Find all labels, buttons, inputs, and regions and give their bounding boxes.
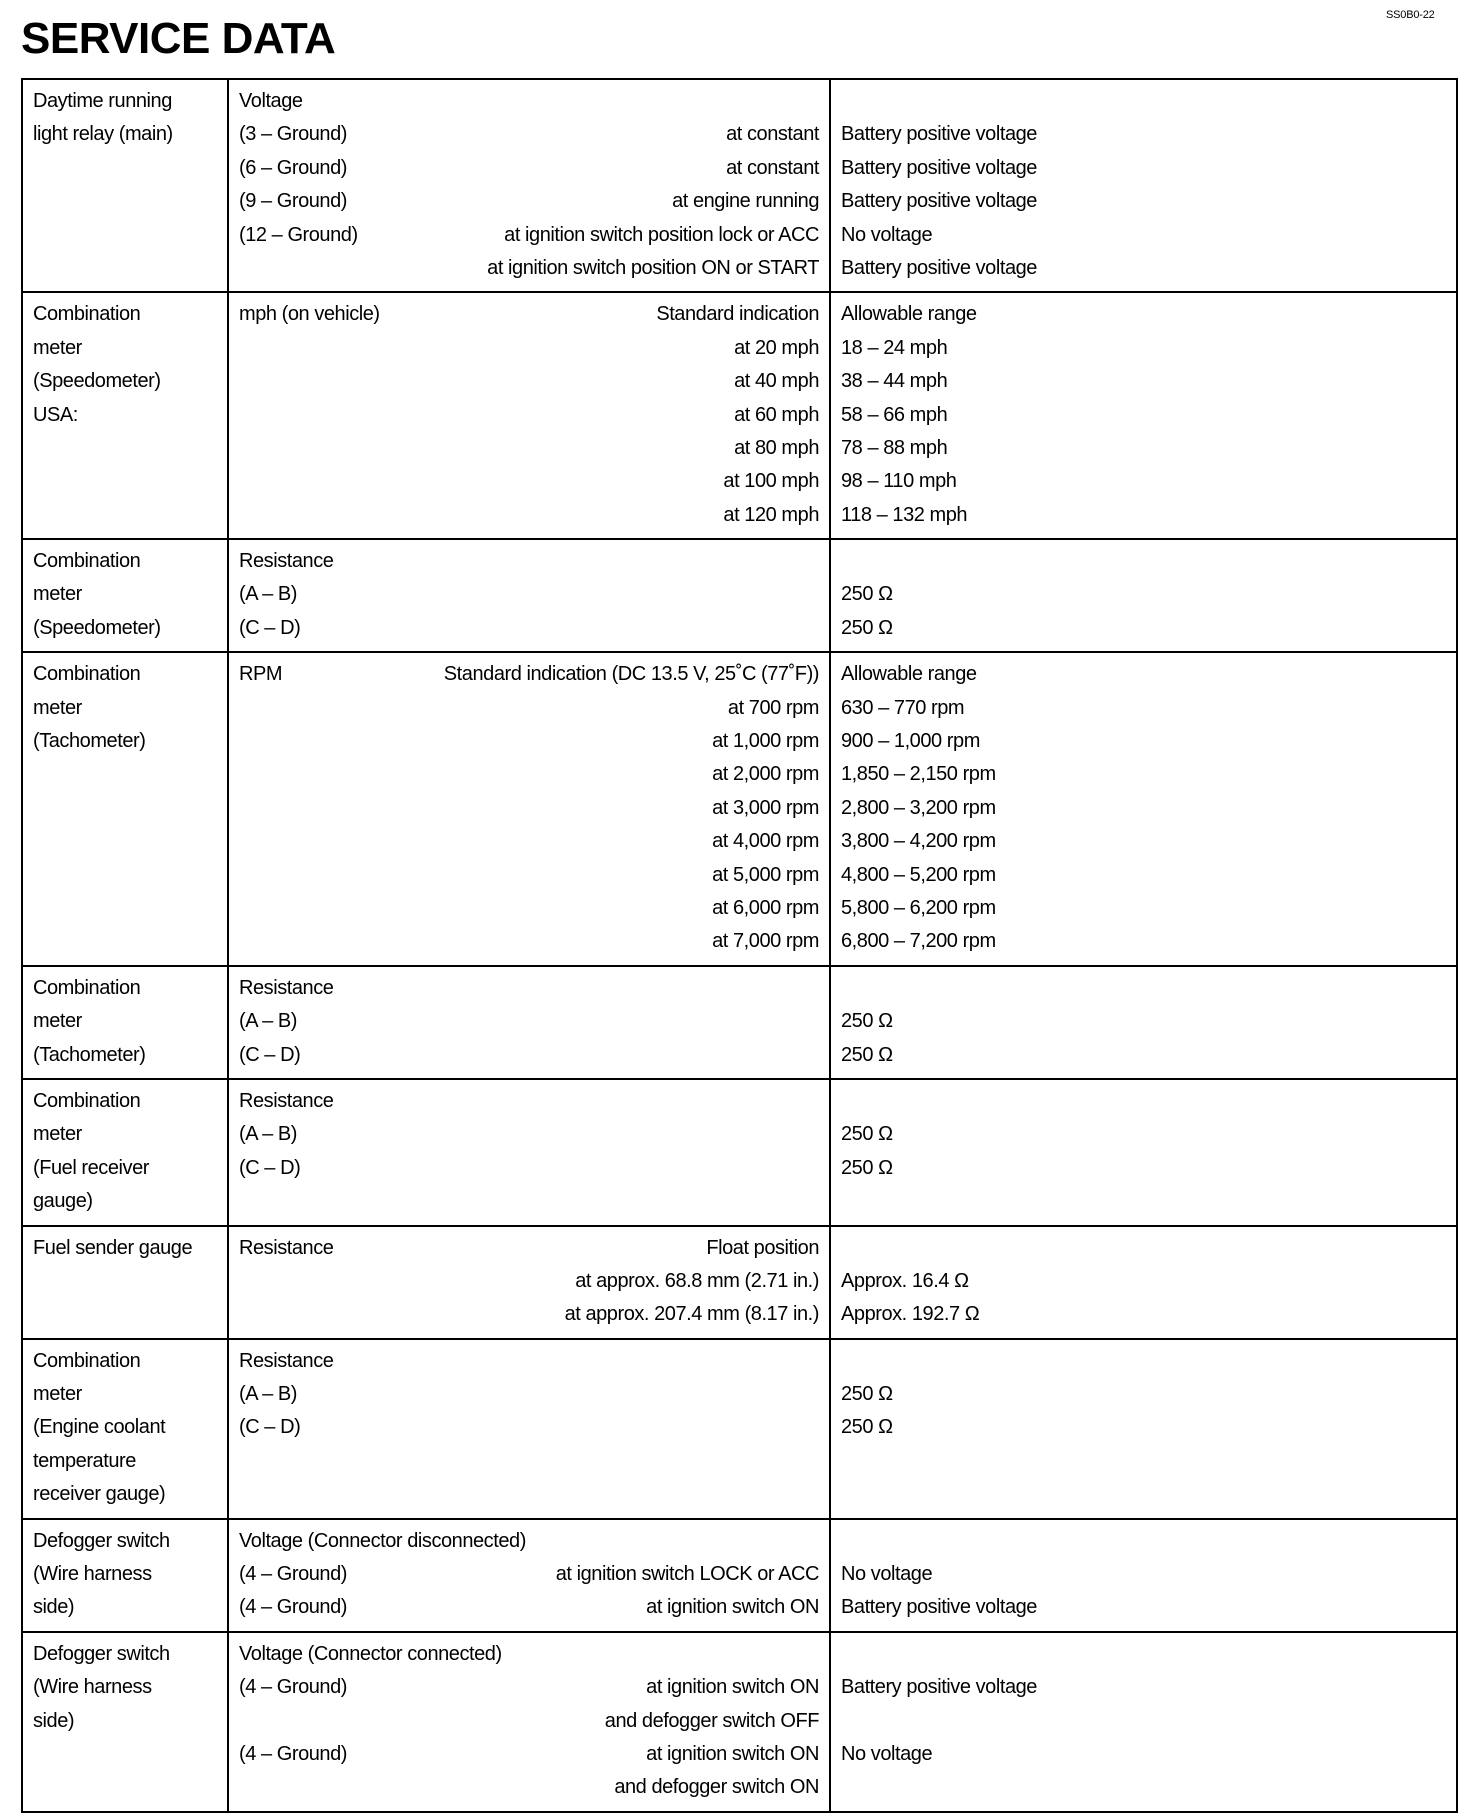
condition-line [239, 1005, 819, 1038]
condition-label: at approx. 207.4 mm (8.17 in.) [564, 1303, 819, 1326]
item-line: gauge) [33, 1190, 93, 1213]
condition-label: Standard indication [656, 303, 819, 326]
condition-label: at 6,000 rpm [712, 896, 819, 919]
condition-label: at ignition switch ON [646, 1742, 819, 1765]
specification-value [841, 1345, 1446, 1378]
specification-value: Battery positive voltage [841, 156, 1037, 179]
item-line: Daytime running [33, 90, 172, 112]
condition-line [239, 892, 819, 925]
item-line: USA: [33, 403, 78, 426]
item-cell [22, 966, 228, 1079]
condition-line [239, 578, 819, 611]
specification-value: 3,800 – 4,200 rpm [841, 830, 996, 853]
specification-value: 1,850 – 2,150 rpm [841, 763, 996, 786]
item-line: meter [33, 1010, 82, 1033]
specification-cell [830, 79, 1457, 292]
item-line: meter [33, 1383, 82, 1406]
item-line: (Tachometer) [33, 1043, 146, 1066]
condition-line [239, 1525, 819, 1558]
condition-label: at 2,000 rpm [712, 763, 819, 786]
page-title: SERVICE DATA [21, 14, 336, 63]
condition-line [239, 925, 819, 958]
item-line: (Speedometer) [33, 616, 161, 639]
item-line: Fuel sender gauge [33, 1236, 193, 1259]
item-line: meter [33, 1123, 82, 1146]
condition-line [239, 465, 819, 498]
specification-value: 38 – 44 mph [841, 370, 948, 393]
terminal-label: mph (on vehicle) [239, 303, 380, 326]
specification-value: 900 – 1,000 rpm [841, 730, 980, 753]
item-cell [22, 1632, 228, 1812]
terminal-label: Resistance [239, 550, 334, 573]
terminal-label: (4 – Ground) [239, 1742, 347, 1765]
condition-line [239, 1738, 819, 1771]
condition-line [239, 1298, 819, 1331]
condition-label: at ignition switch ON [646, 1676, 819, 1699]
item-line: meter [33, 336, 82, 359]
condition-cell [228, 292, 830, 539]
specification-value [841, 1085, 1446, 1118]
condition-label: at 4,000 rpm [712, 830, 819, 853]
item-line: Combination [33, 1349, 141, 1372]
condition-cell [228, 1632, 830, 1812]
condition-line [239, 1771, 819, 1804]
terminal-label: (C – D) [239, 1156, 301, 1179]
condition-label: at 700 rpm [727, 696, 819, 719]
item-line: Defogger switch [33, 1529, 170, 1552]
terminal-label: Resistance [239, 1349, 334, 1372]
table-row [22, 1632, 1457, 1812]
condition-cell [228, 79, 830, 292]
terminal-label: (12 – Ground) [239, 223, 358, 246]
specification-value [841, 1771, 1446, 1804]
specification-value [841, 545, 1446, 578]
item-line: side) [33, 1596, 75, 1619]
item-line: meter [33, 696, 82, 719]
item-cell [22, 652, 228, 966]
condition-label: and defogger switch ON [614, 1776, 819, 1799]
table-row [22, 1519, 1457, 1632]
specification-value: 58 – 66 mph [841, 403, 948, 426]
specification-value: 118 – 132 mph [841, 503, 968, 526]
terminal-label: (4 – Ground) [239, 1676, 347, 1699]
condition-line [239, 972, 819, 1005]
table-row [22, 652, 1457, 966]
terminal-label: Resistance [239, 1236, 334, 1259]
specification-cell [830, 1339, 1457, 1519]
condition-line [239, 185, 819, 218]
item-cell [22, 1519, 228, 1632]
condition-line [239, 1411, 819, 1444]
specification-value: Battery positive voltage [841, 1676, 1037, 1699]
item-cell [22, 79, 228, 292]
condition-line [239, 118, 819, 151]
condition-line [239, 725, 819, 758]
condition-label: at 60 mph [734, 403, 819, 426]
table-row [22, 79, 1457, 292]
condition-label: at ignition switch LOCK or ACC [555, 1563, 819, 1586]
table-row [22, 292, 1457, 539]
item-line: Defogger switch [33, 1642, 170, 1665]
condition-line [239, 252, 819, 285]
item-line: receiver gauge) [33, 1483, 166, 1506]
condition-label: Float position [706, 1236, 819, 1259]
condition-label: at 120 mph [723, 503, 819, 526]
item-line: Combination [33, 303, 141, 326]
item-cell [22, 1226, 228, 1339]
condition-line [239, 1705, 819, 1738]
condition-line [239, 792, 819, 825]
condition-label: at 1,000 rpm [712, 730, 819, 753]
specification-value: Approx. 16.4 Ω [841, 1269, 969, 1292]
condition-cell [228, 1519, 830, 1632]
condition-line [239, 1039, 819, 1072]
condition-line [239, 658, 819, 691]
specification-value: 250 Ω [841, 1156, 893, 1179]
specification-value: 250 Ω [841, 583, 893, 606]
condition-label: at 80 mph [734, 436, 819, 459]
terminal-label: (A – B) [239, 1383, 297, 1406]
condition-line [239, 365, 819, 398]
specification-value: No voltage [841, 223, 933, 246]
condition-label: at 40 mph [734, 370, 819, 393]
specification-value [841, 1525, 1446, 1558]
condition-line [239, 399, 819, 432]
condition-label: at engine running [672, 190, 819, 213]
condition-label: at 20 mph [734, 336, 819, 359]
specification-value: Battery positive voltage [841, 1596, 1037, 1619]
condition-cell [228, 966, 830, 1079]
item-line: (Wire harness [33, 1676, 152, 1699]
condition-line [239, 1345, 819, 1378]
specification-value: 250 Ω [841, 1010, 893, 1033]
specification-value: 250 Ω [841, 616, 893, 639]
table-row [22, 1339, 1457, 1519]
condition-line [239, 152, 819, 185]
condition-label: at ignition switch position lock or ACC [504, 223, 819, 246]
specification-value: 5,800 – 6,200 rpm [841, 896, 996, 919]
condition-line [239, 612, 819, 645]
condition-line [239, 219, 819, 252]
specification-value: Battery positive voltage [841, 123, 1037, 146]
condition-line [239, 1265, 819, 1298]
item-line: (Tachometer) [33, 730, 146, 753]
specification-cell [830, 1519, 1457, 1632]
specification-value [841, 85, 1446, 118]
condition-label: at approx. 68.8 mm (2.71 in.) [575, 1269, 819, 1292]
condition-line [239, 1085, 819, 1118]
condition-cell [228, 652, 830, 966]
item-line: (Fuel receiver [33, 1156, 149, 1179]
condition-line [239, 1638, 819, 1671]
item-line: Combination [33, 1089, 141, 1112]
specification-value [841, 972, 1446, 1005]
condition-line [239, 1378, 819, 1411]
specification-cell [830, 292, 1457, 539]
condition-label: at 7,000 rpm [712, 930, 819, 953]
specification-cell [830, 1632, 1457, 1812]
condition-line [239, 545, 819, 578]
specification-value: 250 Ω [841, 1043, 893, 1066]
item-line: side) [33, 1709, 75, 1732]
item-cell [22, 1339, 228, 1519]
specification-value: 2,800 – 3,200 rpm [841, 796, 996, 819]
specification-value: 6,800 – 7,200 rpm [841, 930, 996, 953]
table-row [22, 1079, 1457, 1226]
condition-line [239, 332, 819, 365]
specification-value: Allowable range [841, 663, 977, 686]
item-cell [22, 292, 228, 539]
condition-line [239, 825, 819, 858]
condition-label: and defogger switch OFF [604, 1709, 819, 1732]
specification-value: 4,800 – 5,200 rpm [841, 863, 996, 886]
item-line: light relay (main) [33, 123, 173, 146]
terminal-label: (9 – Ground) [239, 190, 347, 213]
condition-label: at ignition switch ON [646, 1596, 819, 1619]
terminal-label: (C – D) [239, 1416, 301, 1439]
condition-line [239, 859, 819, 892]
condition-label: at 5,000 rpm [712, 863, 819, 886]
condition-line [239, 1152, 819, 1185]
condition-label: Standard indication (DC 13.5 V, 25˚C (77˚F)) [443, 663, 819, 686]
condition-cell [228, 1339, 830, 1519]
specification-value [841, 1638, 1446, 1671]
condition-line [239, 1558, 819, 1591]
item-cell [22, 1079, 228, 1226]
item-line: meter [33, 583, 82, 606]
specification-value: Approx. 192.7 Ω [841, 1303, 980, 1326]
terminal-label: (A – B) [239, 1123, 297, 1146]
condition-line [239, 692, 819, 725]
condition-line [239, 1232, 819, 1265]
specification-value: 630 – 770 rpm [841, 696, 965, 719]
condition-line [239, 1591, 819, 1624]
specification-cell [830, 539, 1457, 652]
specification-cell [830, 1226, 1457, 1339]
condition-cell [228, 1079, 830, 1226]
table-row [22, 966, 1457, 1079]
condition-cell [228, 539, 830, 652]
specification-value: 18 – 24 mph [841, 336, 948, 359]
specification-value: No voltage [841, 1563, 933, 1586]
terminal-label: Voltage (Connector disconnected) [239, 1529, 526, 1552]
specification-cell [830, 966, 1457, 1079]
condition-line [239, 432, 819, 465]
condition-label: at 3,000 rpm [712, 796, 819, 819]
table-row [22, 1226, 1457, 1339]
specification-value: 250 Ω [841, 1123, 893, 1146]
condition-cell [228, 1226, 830, 1339]
terminal-label: (3 – Ground) [239, 123, 347, 146]
item-line: Combination [33, 550, 141, 573]
condition-label: at constant [726, 156, 819, 179]
terminal-label: (C – D) [239, 1043, 301, 1066]
condition-label: at ignition switch position ON or START [487, 256, 819, 279]
item-line: Combination [33, 976, 141, 999]
terminal-label: Resistance [239, 1089, 334, 1112]
item-cell [22, 539, 228, 652]
specification-value: Battery positive voltage [841, 256, 1037, 279]
service-data-table [21, 78, 1458, 1813]
item-line: (Engine coolant [33, 1416, 166, 1439]
terminal-label: (4 – Ground) [239, 1563, 347, 1586]
condition-line [239, 298, 819, 331]
specification-value [841, 1705, 1446, 1738]
condition-line [239, 1671, 819, 1704]
specification-value: 98 – 110 mph [841, 470, 957, 493]
specification-value: 250 Ω [841, 1416, 893, 1439]
table-row [22, 539, 1457, 652]
condition-label: at constant [726, 123, 819, 146]
terminal-label: (A – B) [239, 583, 297, 606]
condition-line [239, 85, 819, 118]
specification-value [841, 1232, 1446, 1265]
condition-line [239, 758, 819, 791]
specification-cell [830, 652, 1457, 966]
specification-value: 78 – 88 mph [841, 436, 948, 459]
item-line: (Wire harness [33, 1563, 152, 1586]
condition-line [239, 1118, 819, 1151]
condition-line [239, 499, 819, 532]
specification-value: Allowable range [841, 303, 977, 326]
terminal-label: (C – D) [239, 616, 301, 639]
terminal-label: (4 – Ground) [239, 1596, 347, 1619]
specification-cell [830, 1079, 1457, 1226]
terminal-label: Resistance [239, 976, 334, 999]
document-code: SS0B0-22 [1386, 9, 1435, 21]
terminal-label: (6 – Ground) [239, 156, 347, 179]
terminal-label: (A – B) [239, 1010, 297, 1033]
table-body [22, 79, 1457, 1812]
specification-value: No voltage [841, 1742, 933, 1765]
terminal-label: RPM [239, 663, 283, 686]
specification-value: 250 Ω [841, 1383, 893, 1406]
item-line: temperature [33, 1449, 136, 1472]
specification-value: Battery positive voltage [841, 190, 1037, 213]
item-line: Combination [33, 663, 141, 686]
terminal-label: Voltage (Connector connected) [239, 1642, 502, 1665]
terminal-label: Voltage [239, 90, 303, 112]
item-line: (Speedometer) [33, 370, 161, 393]
condition-label: at 100 mph [723, 470, 819, 493]
